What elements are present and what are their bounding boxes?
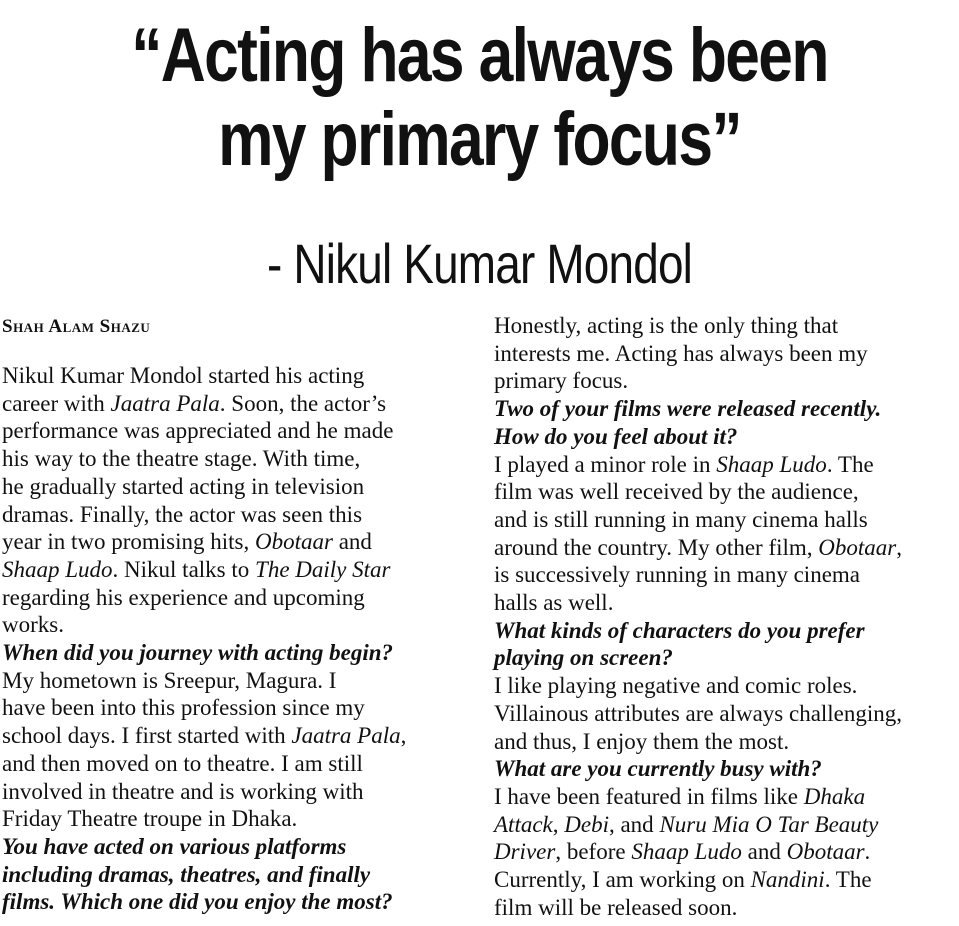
italic-title: Debi bbox=[564, 811, 609, 837]
italic-title: Jaatra Pala bbox=[291, 723, 401, 749]
question-3: Two of your films were released recently. How do you feel about it? bbox=[494, 396, 882, 449]
answer-4: I like playing negative and comic roles. Villainous attributes are always challenging, and thus, I enjoy them the most. bbox=[494, 673, 903, 754]
italic-title: Obotaar bbox=[786, 839, 865, 865]
italic-title: The Daily Star bbox=[255, 556, 391, 582]
question-5: What are you currently busy with? bbox=[494, 756, 822, 782]
italic-title: Shaap Ludo bbox=[716, 451, 827, 477]
italic-title: Nandini bbox=[750, 867, 825, 893]
answer-5: I have been featured in films like Dhaka Attack, Debi, and Nuru Mia O Tar Beauty Driver, before Shaap Ludo and Obotaar. Currently, I am working on Nandini. The film will be released soon. bbox=[494, 783, 879, 920]
headline-line-1: “Acting has always been bbox=[131, 13, 828, 98]
italic-title: Obotaar bbox=[254, 529, 333, 555]
intro-paragraph: Nikul Kumar Mondol started his acting career with Jaatra Pala. Soon, the actor’s performance was appreciated and he made his way to the theatre stage. With time, he gradually started acting in television dramas. Finally, the actor was seen this year in two promising hits, Obotaar and Shaap Ludo. Nikul talks to The Daily Star regarding his experience and upcoming works. bbox=[2, 363, 394, 638]
question-2: You have acted on various platforms including dramas, theatres, and finally films. Which one did you enjoy the most? bbox=[2, 833, 393, 915]
author-name: Shah Alam Shazu bbox=[2, 316, 151, 337]
answer-3: I played a minor role in Shaap Ludo. The film was well received by the audience, and is still running in many cinema halls around the country. My other film, Obotaar, is successively running in many cinema halls as well. bbox=[494, 451, 902, 616]
italic-title: Nuru Mia O Tar Beauty Driver bbox=[494, 811, 879, 865]
right-column bbox=[494, 312, 959, 921]
question-4: What kinds of characters do you prefer playing on screen? bbox=[494, 617, 865, 671]
headline-line-2: my primary focus” bbox=[218, 97, 741, 182]
question-1: When did you journey with acting begin? bbox=[2, 640, 394, 666]
italic-title: Obotaar bbox=[818, 534, 897, 560]
italic-title: Shaap Ludo bbox=[2, 556, 113, 582]
italic-title: Shaap Ludo bbox=[631, 839, 742, 865]
answer-1: My hometown is Sreepur, Magura. I have been into this profession since my school days. I first started with Jaatra Pala, and then moved on to theatre. I am still involved in theatre and is working with Friday Theatre troupe in Dhaka. bbox=[2, 667, 407, 832]
headline bbox=[86, 0, 872, 182]
interviewee-byline: - Nikul Kumar Mondol bbox=[266, 232, 693, 295]
left-column bbox=[2, 362, 472, 916]
answer-2: Honestly, acting is the only thing that interests me. Acting has always been my primary focus. bbox=[494, 313, 868, 394]
italic-title: Jaatra Pala bbox=[110, 390, 220, 416]
italic-title: Dhaka Attack bbox=[494, 783, 866, 837]
